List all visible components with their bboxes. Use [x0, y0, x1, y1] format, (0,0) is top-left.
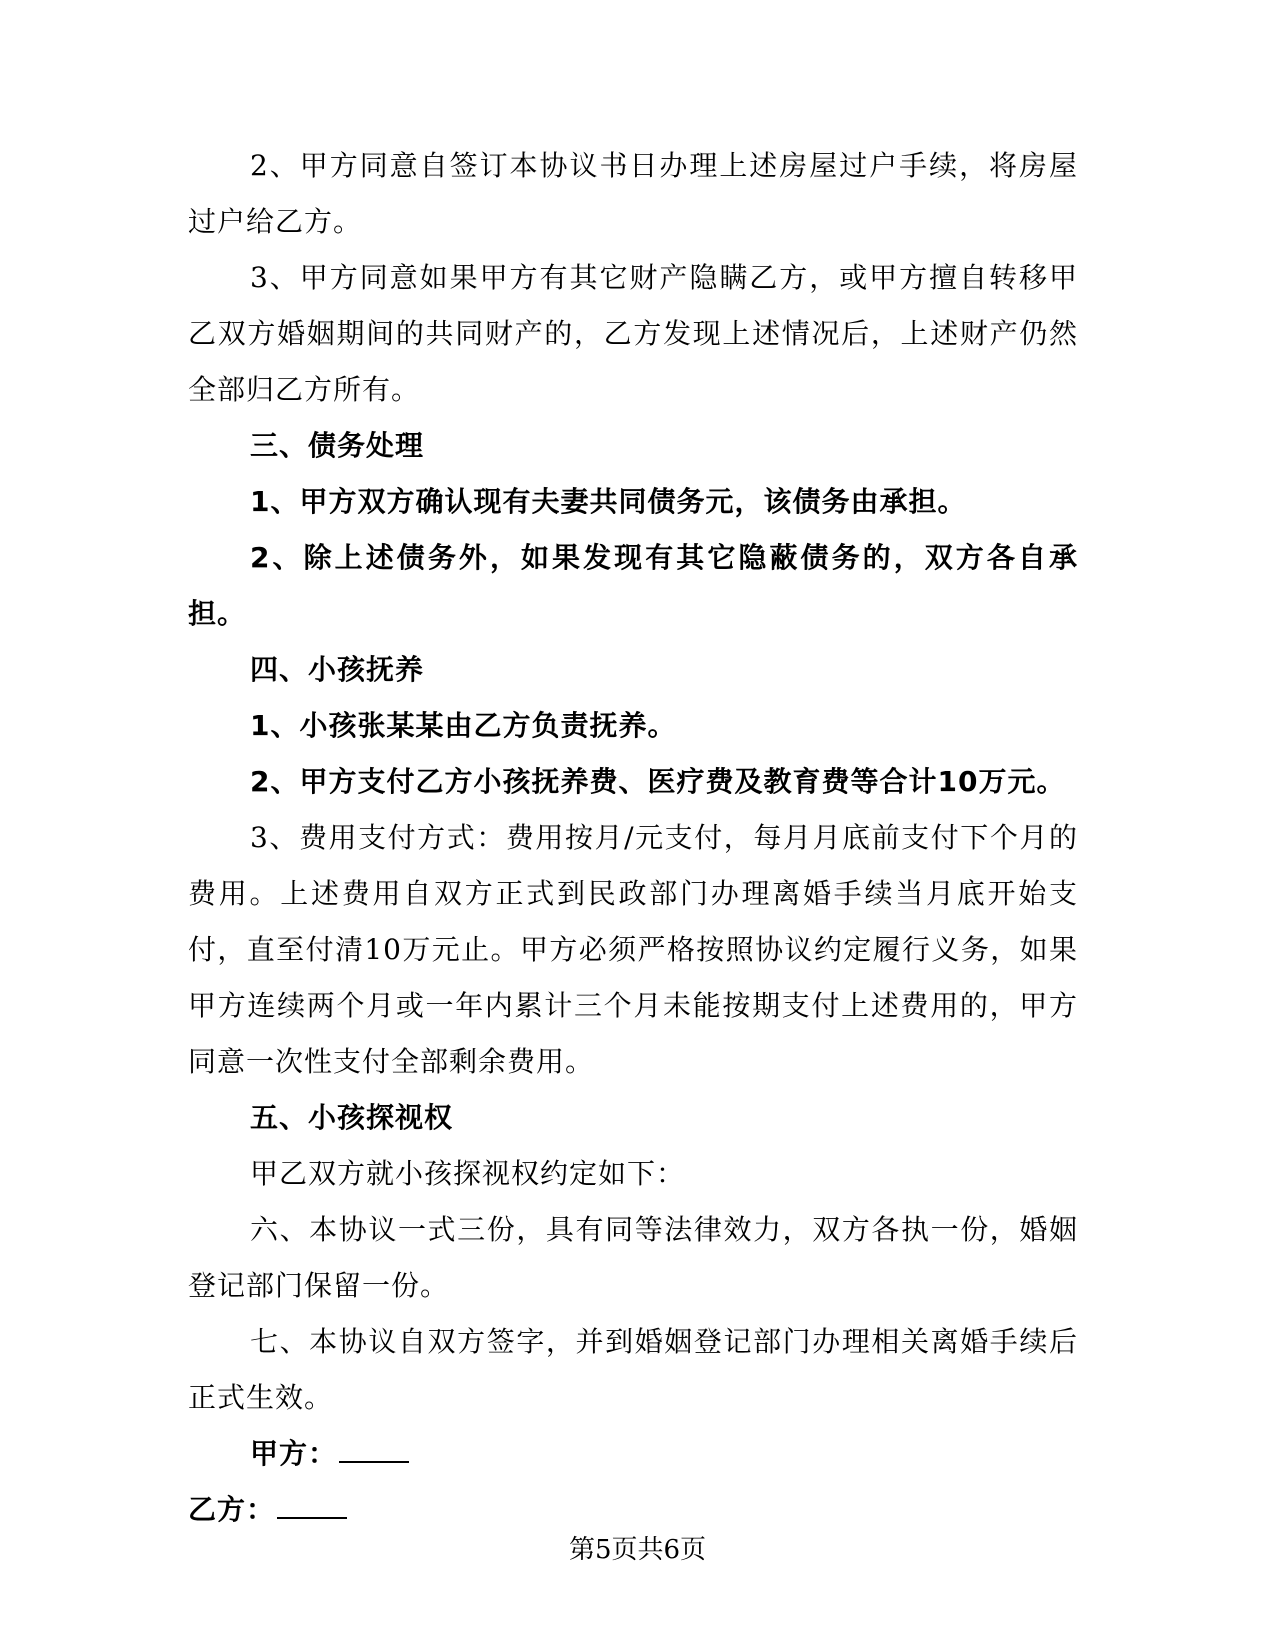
clause-custody: 1、小孩张某某由乙方负责抚养。 [250, 709, 677, 742]
signature-party-b-line [277, 1491, 347, 1519]
signature-party-a-line [339, 1435, 409, 1463]
signature-party-a [188, 1426, 1078, 1482]
clause-payment-method: 3、费用支付方式：费用按月/元支付，每月月底前支付下个月的费用。上述费用自双方正式到民政部门办理离婚手续当月底开始支付，直至付清10万元止。甲方必须严格按照协议约定履行义务，如果甲方连续两个月或一年内累计三个月未能按期支付上述费用的，甲方同意一次性支付全部剩余费用。 [188, 821, 1078, 1078]
clause-copies: 六、本协议一式三份，具有同等法律效力，双方各执一份，婚姻登记部门保留一份。 [188, 1213, 1078, 1302]
clause-hidden-debt: 2、除上述债务外，如果发现有其它隐蔽债务的，双方各自承担。 [188, 541, 1078, 630]
section-heading-debt: 三、债务处理 [250, 429, 425, 462]
clause-property-transfer: 2、甲方同意自签订本协议书日办理上述房屋过户手续，将房屋过户给乙方。 [188, 149, 1078, 238]
clause-joint-debt: 1、甲方双方确认现有夫妻共同债务元，该债务由承担。 [250, 485, 967, 518]
clause-child-support: 2、甲方支付乙方小孩抚养费、医疗费及教育费等合计10万元。 [250, 765, 1066, 798]
page-number: 第5页共6页 [568, 1535, 707, 1565]
signature-party-a-label: 甲方： [250, 1437, 338, 1470]
clause-effective: 七、本协议自双方签字，并到婚姻登记部门办理相关离婚手续后正式生效。 [188, 1325, 1078, 1414]
clause-hidden-property: 3、甲方同意如果甲方有其它财产隐瞒乙方，或甲方擅自转移甲乙双方婚姻期间的共同财产的，乙方发现上述情况后，上述财产仍然全部归乙方所有。 [188, 261, 1078, 406]
document-body [188, 138, 1078, 1538]
section-heading-custody: 四、小孩抚养 [250, 653, 425, 686]
clause-visitation: 甲乙双方就小孩探视权约定如下： [250, 1157, 686, 1190]
signature-party-b-label: 乙方： [188, 1493, 276, 1526]
section-heading-visitation: 五、小孩探视权 [250, 1101, 454, 1134]
